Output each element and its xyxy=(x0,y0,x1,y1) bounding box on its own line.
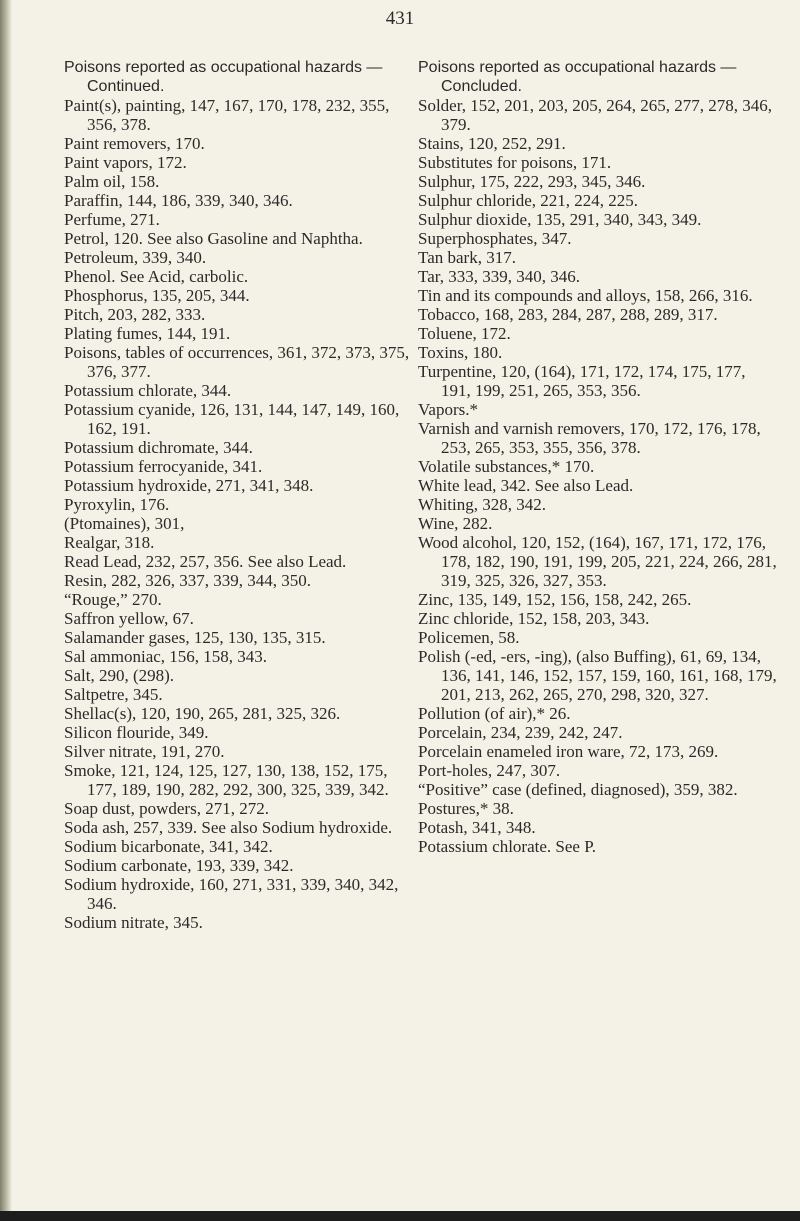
index-entry: Policemen, 58. xyxy=(418,628,520,647)
index-entry: Porcelain, 234, 239, 242, 247. xyxy=(418,723,623,742)
index-entry: Phenol. See Acid, carbolic. xyxy=(64,267,249,286)
index-entry: Wood alcohol, 120, 152, (164), 167, 171, 172, 176, 178, 182, 190, 191, 199, 205, 221, 224, 266, 281, 319, 325, 326, 327, 353. xyxy=(418,533,777,590)
index-entry: Silver nitrate, 191, 270. xyxy=(64,742,225,761)
index-entry: Paraffin, 144, 186, 339, 340, 346. xyxy=(64,191,293,210)
index-entry: Poisons, tables of occurrences, 361, 372, 373, 375, 376, 377. xyxy=(64,343,410,381)
index-entry: Polish (-ed, -ers, -ing), (also Buffing), 61, 69, 134, 136, 141, 146, 152, 157, 159, 160, 161, 168, 179, 201, 213, 262, 265, 270, 298, 320, 327. xyxy=(418,647,777,704)
index-section-heading: Poisons reported as occupational hazards — Continued. xyxy=(64,59,383,95)
index-entry: Potash, 341, 348. xyxy=(418,818,536,837)
index-entry: Salt, 290, (298). xyxy=(64,666,175,685)
index-column-right xyxy=(418,58,778,856)
index-entry: Tobacco, 168, 283, 284, 287, 288, 289, 317. xyxy=(418,305,718,324)
index-entry: Tar, 333, 339, 340, 346. xyxy=(418,267,580,286)
index-entry: Paint removers, 170. xyxy=(64,134,205,153)
index-entry: Vapors.* xyxy=(418,400,478,419)
index-entry: Toxins, 180. xyxy=(418,343,503,362)
index-entry: Realgar, 318. xyxy=(64,533,155,552)
index-entry: Porcelain enameled iron ware, 72, 173, 269. xyxy=(418,742,719,761)
index-entry: Petrol, 120. See also Gasoline and Naphtha. xyxy=(64,229,363,248)
index-entry: Stains, 120, 252, 291. xyxy=(418,134,566,153)
index-entry: Toluene, 172. xyxy=(418,324,511,343)
index-entry: Sulphur, 175, 222, 293, 345, 346. xyxy=(418,172,646,191)
index-entry: Potassium cyanide, 126, 131, 144, 147, 149, 160, 162, 191. xyxy=(64,400,400,438)
index-entry: Zinc, 135, 149, 152, 156, 158, 242, 265. xyxy=(418,590,692,609)
index-entry: Pitch, 203, 282, 333. xyxy=(64,305,206,324)
index-entry: Sodium carbonate, 193, 339, 342. xyxy=(64,856,294,875)
index-entry: Substitutes for poisons, 171. xyxy=(418,153,612,172)
index-entry: Sodium bicarbonate, 341, 342. xyxy=(64,837,273,856)
index-entry: Sodium hydroxide, 160, 271, 331, 339, 340, 342, 346. xyxy=(64,875,399,913)
index-entry: Plating fumes, 144, 191. xyxy=(64,324,231,343)
index-section-heading: Poisons reported as occupational hazards — Concluded. xyxy=(418,59,737,95)
index-entry: “Rouge,” 270. xyxy=(64,590,162,609)
index-entry: Soda ash, 257, 339. See also Sodium hydroxide. xyxy=(64,818,393,837)
index-entry: Saffron yellow, 67. xyxy=(64,609,194,628)
page-bottom-shadow xyxy=(0,1211,800,1221)
index-entry: Potassium dichromate, 344. xyxy=(64,438,253,457)
index-entry: Silicon flouride, 349. xyxy=(64,723,209,742)
index-entry: Potassium hydroxide, 271, 341, 348. xyxy=(64,476,314,495)
index-entry: Wine, 282. xyxy=(418,514,493,533)
index-entry: Read Lead, 232, 257, 356. See also Lead. xyxy=(64,552,347,571)
index-entry: Shellac(s), 120, 190, 265, 281, 325, 326. xyxy=(64,704,341,723)
index-entry: White lead, 342. See also Lead. xyxy=(418,476,634,495)
index-entry: Sodium nitrate, 345. xyxy=(64,913,203,932)
index-entry: Volatile substances,* 170. xyxy=(418,457,595,476)
index-entry: Pyroxylin, 176. xyxy=(64,495,170,514)
index-entry: Paint(s), painting, 147, 167, 170, 178, 232, 355, 356, 378. xyxy=(64,96,390,134)
index-entry: Potassium chlorate. See P. xyxy=(418,837,597,856)
index-entry: Smoke, 121, 124, 125, 127, 130, 138, 152, 175, 177, 189, 190, 282, 292, 300, 325, 339, 342. xyxy=(64,761,389,799)
index-entry: Solder, 152, 201, 203, 205, 264, 265, 277, 278, 346, 379. xyxy=(418,96,772,134)
index-entry: Soap dust, powders, 271, 272. xyxy=(64,799,269,818)
index-entry: Resin, 282, 326, 337, 339, 344, 350. xyxy=(64,571,311,590)
index-column-left xyxy=(64,58,419,932)
index-entry: Varnish and varnish removers, 170, 172, 176, 178, 253, 265, 353, 355, 356, 378. xyxy=(418,419,761,457)
page-number: 431 xyxy=(385,8,415,29)
index-entry: Tan bark, 317. xyxy=(418,248,516,267)
index-entry: Sal ammoniac, 156, 158, 343. xyxy=(64,647,268,666)
index-entry: Salamander gases, 125, 130, 135, 315. xyxy=(64,628,326,647)
index-entry: Whiting, 328, 342. xyxy=(418,495,546,514)
index-entry: Sulphur dioxide, 135, 291, 340, 343, 349. xyxy=(418,210,702,229)
index-entry: Sulphur chloride, 221, 224, 225. xyxy=(418,191,639,210)
index-entry: (Ptomaines), 301, xyxy=(64,514,185,533)
index-entry: Paint vapors, 172. xyxy=(64,153,187,172)
page-binding-edge xyxy=(0,0,12,1221)
index-entry: Tin and its compounds and alloys, 158, 266, 316. xyxy=(418,286,753,305)
index-entry: Perfume, 271. xyxy=(64,210,160,229)
index-entry: Turpentine, 120, (164), 171, 172, 174, 175, 177, 191, 199, 251, 265, 353, 356. xyxy=(418,362,746,400)
index-entry: Phosphorus, 135, 205, 344. xyxy=(64,286,250,305)
index-entry: Zinc chloride, 152, 158, 203, 343. xyxy=(418,609,650,628)
index-entry: Pollution (of air),* 26. xyxy=(418,704,571,723)
index-entry: Petroleum, 339, 340. xyxy=(64,248,207,267)
index-entry: Port-holes, 247, 307. xyxy=(418,761,561,780)
index-entry: Superphosphates, 347. xyxy=(418,229,572,248)
index-entry: Potassium chlorate, 344. xyxy=(64,381,232,400)
index-entry: “Positive” case (defined, diagnosed), 359, 382. xyxy=(418,780,738,799)
index-entry: Postures,* 38. xyxy=(418,799,514,818)
index-entry: Saltpetre, 345. xyxy=(64,685,163,704)
index-entry: Potassium ferrocyanide, 341. xyxy=(64,457,263,476)
index-entry: Palm oil, 158. xyxy=(64,172,160,191)
